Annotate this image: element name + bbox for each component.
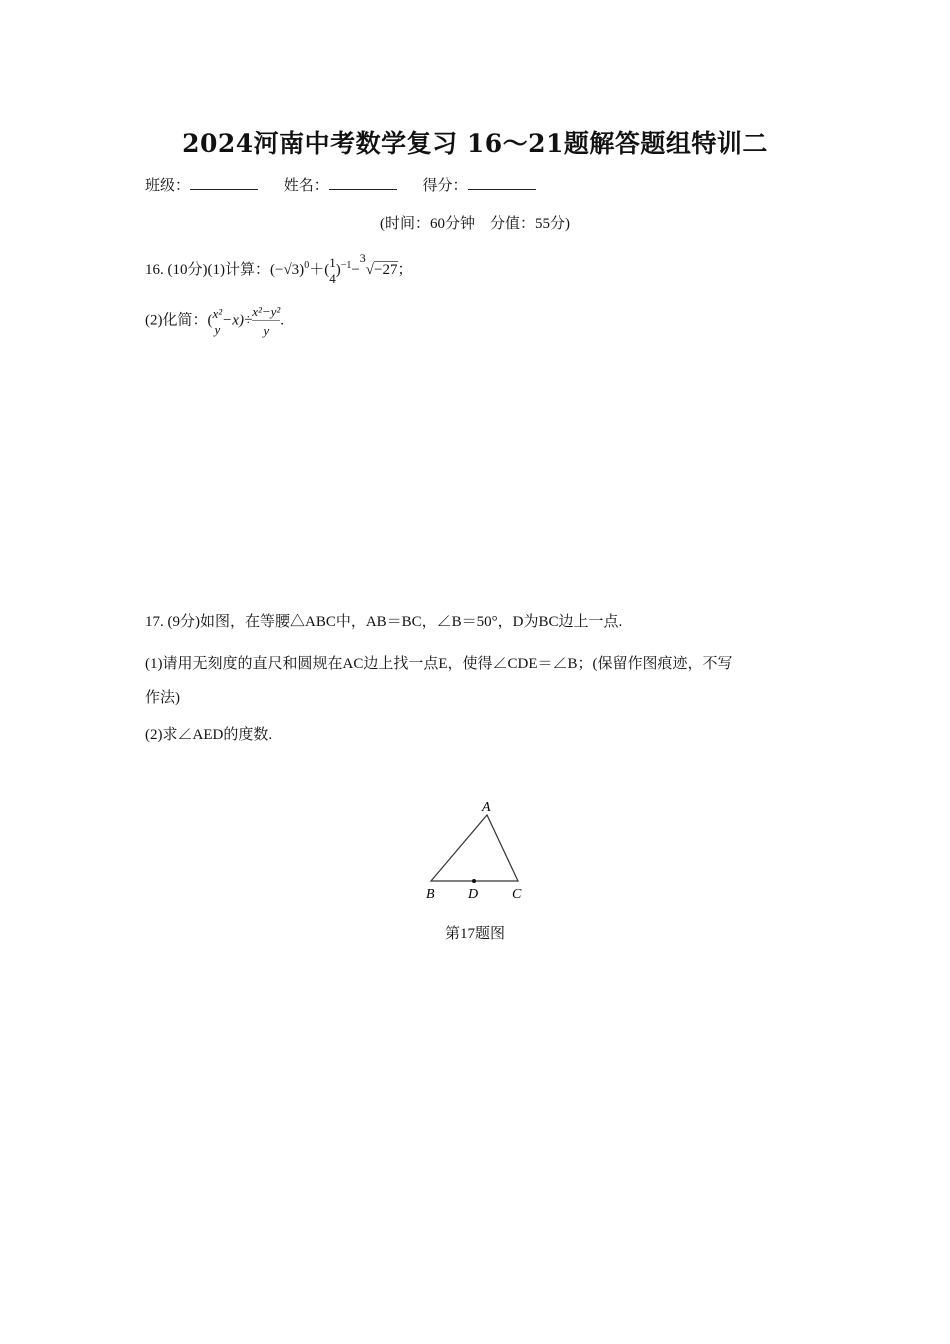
cube-root-icon: √: [365, 261, 375, 278]
fraction-x2-minus-y2-over-y: [252, 305, 280, 337]
expr-term: −x)÷: [222, 312, 253, 329]
student-info-row: [145, 174, 558, 195]
vertex-label-b: B: [426, 887, 435, 902]
triangle-figure: [410, 790, 540, 914]
point-label-d: D: [468, 887, 479, 902]
question-17-part-2: (2)求∠AED的度数.: [145, 727, 273, 743]
radicand: −27: [374, 261, 398, 278]
denominator: y: [263, 323, 270, 338]
root-index: 3: [359, 250, 366, 265]
expr-term: (−√3): [270, 261, 305, 278]
score-blank: [468, 175, 536, 190]
denominator: y: [214, 321, 221, 337]
exponent: 0: [304, 259, 310, 271]
expr-paren: ): [335, 261, 341, 278]
question-17-part-1-line-2: 作法): [145, 690, 180, 706]
question-17-stem: 17. (9分)如图，在等腰△ABC中，AB＝BC，∠B＝50°，D为BC边上一点.: [145, 614, 623, 630]
part-label: (1)计算：: [207, 261, 270, 278]
numerator: 1: [329, 255, 336, 270]
question-16-part-1: [145, 250, 413, 286]
question-points: (10分): [167, 261, 208, 278]
numerator: x²−y²: [252, 304, 281, 319]
exponent: −1: [340, 259, 352, 271]
vertex-label-a: A: [482, 800, 491, 815]
expr-op: −: [351, 261, 360, 278]
denominator: 4: [329, 271, 336, 286]
question-number: 16.: [145, 261, 164, 278]
fraction-x2-over-y: [213, 307, 223, 336]
exam-meta: (时间：60分钟 分值：55分): [380, 216, 570, 232]
question-16-part-2: [145, 305, 284, 337]
class-label: 班级：: [145, 178, 191, 194]
fraction-one-quarter: [329, 256, 336, 285]
name-blank: [329, 175, 397, 190]
class-blank: [190, 175, 258, 190]
figure-caption: 第17题图: [444, 926, 505, 942]
question-17-part-1-line-1: (1)请用无刻度的直尺和圆规在AC边上找一点E，使得∠CDE＝∠B；(保留作图痕迹，不写: [145, 656, 733, 672]
part-label: (2)化简：: [145, 312, 208, 329]
triangle-abc-diagram: [410, 790, 540, 910]
name-label: 姓名：: [283, 178, 329, 194]
expr-end: ；: [397, 261, 413, 278]
expr-end: .: [280, 312, 285, 329]
numerator: x²: [212, 305, 223, 321]
vertex-label-c: C: [512, 887, 522, 902]
page-title: 2024河南中考数学复习 16～21题解答题组特训二: [182, 129, 768, 158]
expr-op: ＋(: [309, 261, 330, 278]
score-label: 得分：: [422, 178, 468, 194]
expr-paren: (: [207, 312, 213, 329]
